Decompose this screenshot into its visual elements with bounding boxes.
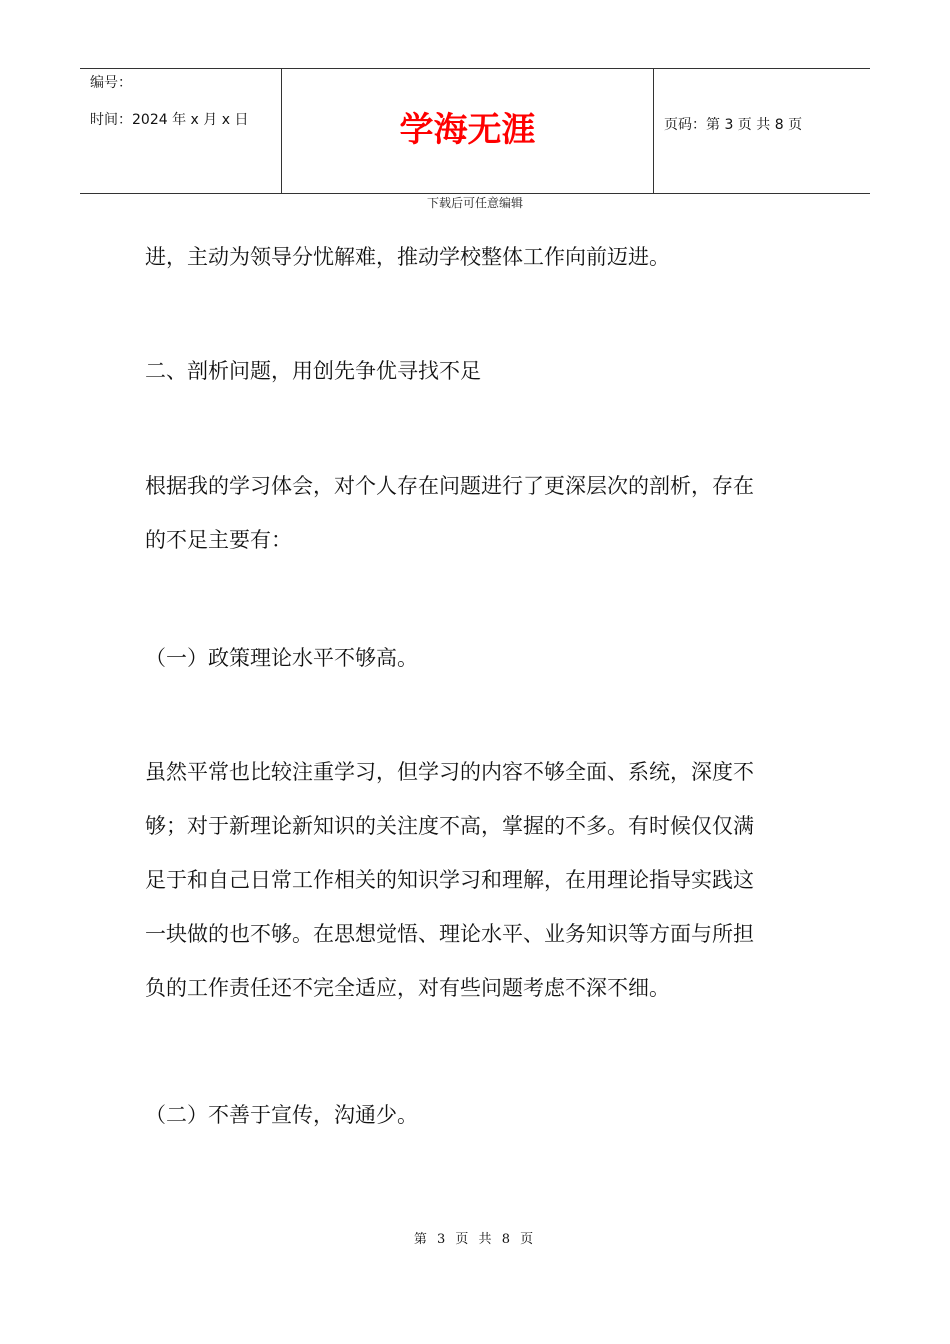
paragraph-3-line-5: 负的工作责任还不完全适应，对有些问题考虑不深不细。 bbox=[145, 976, 670, 1000]
document-header bbox=[80, 68, 870, 194]
paragraph-3-line-2: 够；对于新理论新知识的关注度不高，掌握的不多。有时候仅仅满 bbox=[145, 814, 754, 838]
page-info: 页码：第 3 页 共 8 页 bbox=[664, 117, 803, 133]
serial-label: 编号： bbox=[90, 75, 132, 91]
section-heading-2: 二、剖析问题，用创先争优寻找不足 bbox=[145, 359, 481, 383]
subsection-1: （一）政策理论水平不够高。 bbox=[145, 646, 418, 670]
paragraph-1: 进，主动为领导分忧解难，推动学校整体工作向前迈进。 bbox=[145, 245, 670, 269]
paragraph-3-line-4: 一块做的也不够。在思想觉悟、理论水平、业务知识等方面与所担 bbox=[145, 922, 754, 946]
header-right-cell bbox=[654, 69, 870, 193]
paragraph-2-line-1: 根据我的学习体会，对个人存在问题进行了更深层次的剖析，存在 bbox=[145, 474, 754, 498]
header-brand-cell bbox=[281, 69, 654, 193]
edit-note: 下载后可任意编辑 bbox=[426, 196, 523, 210]
paragraph-2-line-2: 的不足主要有： bbox=[145, 528, 292, 552]
paragraph-3 bbox=[145, 745, 810, 1015]
header-left-cell bbox=[80, 69, 281, 193]
date-label: 时间：2024 年 x 月 x 日 bbox=[90, 112, 249, 128]
subsection-2: （二）不善于宣传，沟通少。 bbox=[145, 1103, 418, 1127]
brand-title: 学海无涯 bbox=[399, 110, 536, 150]
paragraph-2 bbox=[145, 459, 810, 567]
paragraph-3-line-3: 足于和自己日常工作相关的知识学习和理解，在用理论指导实践这 bbox=[145, 868, 754, 892]
paragraph-3-line-1: 虽然平常也比较注重学习，但学习的内容不够全面、系统，深度不 bbox=[145, 760, 754, 784]
page-footer: 第 3 页 共 8 页 bbox=[413, 1232, 537, 1247]
